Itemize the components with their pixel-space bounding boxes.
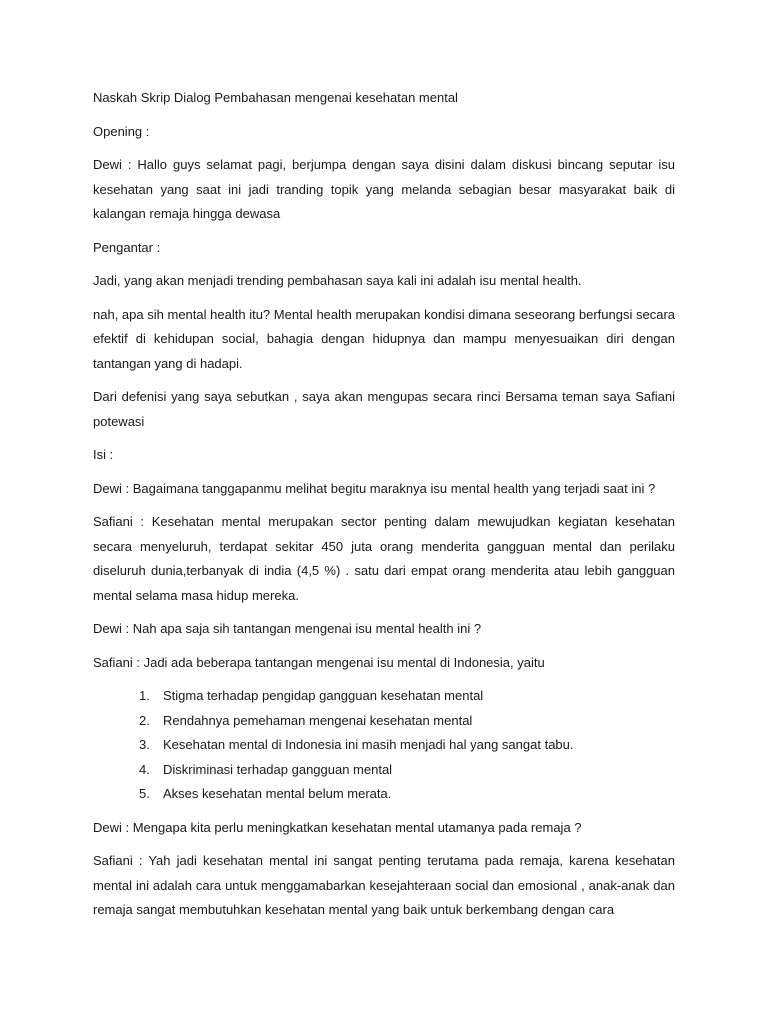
- section-heading-pengantar: Pengantar :: [93, 239, 161, 255]
- list-item: [93, 709, 675, 734]
- dialog-paragraph: Safiani : Yah jadi kesehatan mental ini sangat penting terutama pada remaja, karena kesehatan mental ini adalah cara untuk menggamabarkan kesejahteraan social dan emosional , anak-anak dan remaja sangat membutuhkan kesehatan mental yang baik untuk berkembang dengan cara: [93, 853, 675, 917]
- dialog-paragraph: Dewi : Bagaimana tanggapanmu melihat begitu maraknya isu mental health yang terjadi saat ini ?: [93, 480, 656, 496]
- list-item-text: Kesehatan mental di Indonesia ini masih menjadi hal yang sangat tabu.: [163, 737, 574, 752]
- list-item-text: Akses kesehatan mental belum merata.: [163, 786, 392, 801]
- list-item-text: Diskriminasi terhadap gangguan mental: [163, 761, 393, 777]
- list-item-text: Rendahnya pemehaman mengenai kesehatan mental: [163, 712, 473, 728]
- body-paragraph: Jadi, yang akan menjadi trending pembahasan saya kali ini adalah isu mental health.: [93, 273, 582, 288]
- list-item: [93, 684, 675, 709]
- body-paragraph: nah, apa sih mental health itu? Mental health merupakan kondisi dimana seseorang berfungsi secara efektif di kehidupan social, bahagia dengan hidupnya dan mampu menyesuaikan diri dengan tantangan yang di hadapi.: [93, 306, 675, 371]
- list-item-number: 4.: [139, 761, 150, 777]
- section-heading-isi: Isi :: [93, 447, 114, 462]
- dialog-paragraph: Dewi : Hallo guys selamat pagi, berjumpa dengan saya disini dalam diskusi bincang seputar isu kesehatan yang saat ini jadi tranding topik yang melanda sebagian besar masyarakat baik di kalangan remaja hingga dewasa: [93, 157, 675, 221]
- dialog-paragraph: Dewi : Mengapa kita perlu meningkatkan kesehatan mental utamanya pada remaja ?: [93, 819, 582, 835]
- section-heading-opening: Opening :: [93, 123, 150, 139]
- dialog-paragraph: Safiani : Kesehatan mental merupakan sector penting dalam mewujudkan kegiatan kesehatan secara menyeluruh, terdapat sekitar 450 juta orang menderita gangguan mental dan perilaku diseluruh dunia,terbanyak di india (4,5 %) . satu dari empat orang menderita atau lebih gangguan mental selama masa hidup mereka.: [93, 514, 675, 603]
- dialog-paragraph: Safiani : Jadi ada beberapa tantangan mengenai isu mental di Indonesia, yaitu: [93, 654, 545, 670]
- document-title: Naskah Skrip Dialog Pembahasan mengenai kesehatan mental: [93, 90, 458, 105]
- list-item-text: Stigma terhadap pengidap gangguan kesehatan mental: [163, 688, 484, 703]
- list-item: [93, 733, 675, 758]
- list-item: [93, 782, 675, 807]
- list-item: [93, 758, 675, 783]
- body-paragraph: Dari defenisi yang saya sebutkan , saya akan mengupas secara rinci Bersama teman saya Safiani potewasi: [93, 389, 675, 429]
- list-item-number: 1.: [139, 688, 150, 703]
- list-item-number: 3.: [139, 737, 150, 752]
- challenges-list: [93, 684, 675, 807]
- list-item-number: 2.: [139, 712, 150, 728]
- dialog-paragraph: Dewi : Nah apa saja sih tantangan mengenai isu mental health ini ?: [93, 621, 482, 636]
- document-page: [93, 86, 675, 932]
- list-item-number: 5.: [139, 786, 150, 801]
